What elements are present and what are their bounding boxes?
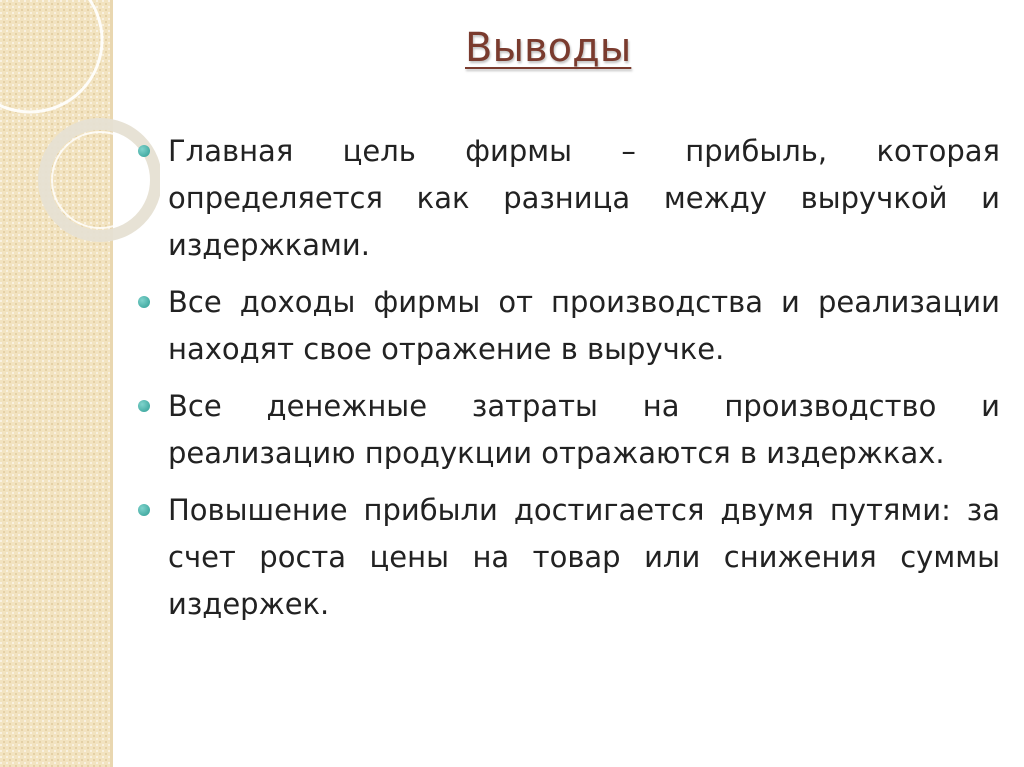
bullet-item bbox=[138, 128, 1000, 269]
bullet-item bbox=[138, 487, 1000, 628]
bullet-icon bbox=[138, 400, 150, 412]
bullet-icon bbox=[138, 145, 150, 157]
bullet-item bbox=[138, 279, 1000, 373]
bullet-text: Все доходы фирмы от производства и реализации находят свое отражение в выручке. bbox=[168, 285, 1000, 366]
bullet-item bbox=[138, 383, 1000, 477]
bullet-text: Все денежные затраты на производство и реализацию продукции отражаются в издержках. bbox=[168, 389, 1000, 470]
bullet-list bbox=[138, 128, 1000, 638]
bullet-text: Главная цель фирмы – прибыль, которая определяется как разница между выручкой и издержками. bbox=[168, 134, 1000, 262]
bullet-icon bbox=[138, 504, 150, 516]
bullet-text: Повышение прибыли достигается двумя путями: за счет роста цены на товар или снижения суммы издержек. bbox=[168, 493, 1000, 621]
bullet-icon bbox=[138, 296, 150, 308]
decorative-rings bbox=[0, 0, 160, 320]
slide-title: Выводы bbox=[465, 25, 632, 71]
